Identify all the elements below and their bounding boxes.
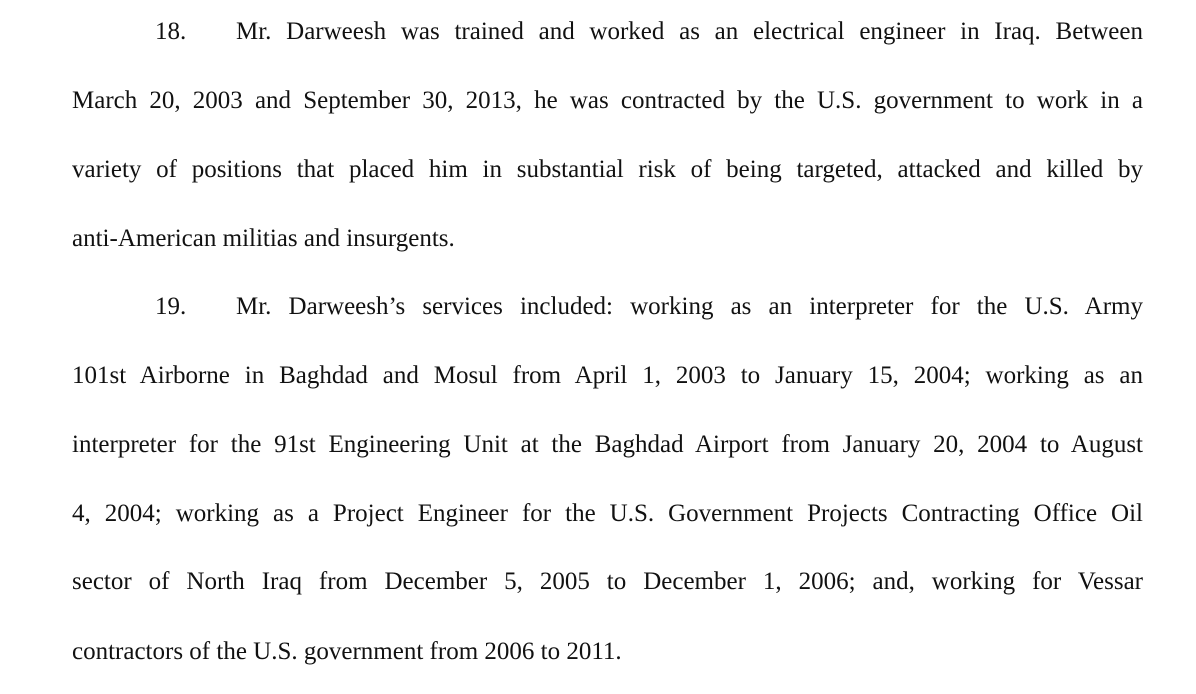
paragraph-text-line: variety of positions that placed him in substantial risk of being targeted, attacked and killed by [72,156,1143,183]
paragraph-18-first-line [155,17,1143,47]
paragraph-text-line: March 20, 2003 and September 30, 2013, he was contracted by the U.S. government to work in a [72,87,1143,114]
paragraph-text-line: anti-American militias and insurgents. [72,225,455,252]
paragraph-text-line: 101st Airborne in Baghdad and Mosul from April 1, 2003 to January 15, 2004; working as an [72,362,1143,389]
paragraph-number: 19. [155,293,187,320]
paragraph-19-first-line [155,292,1143,322]
paragraph-text-line: 4, 2004; working as a Project Engineer for the U.S. Government Projects Contracting Office Oil [72,500,1143,527]
paragraph-text-line: interpreter for the 91st Engineering Unit at the Baghdad Airport from January 20, 2004 to August [72,431,1143,458]
paragraph-text-line: contractors of the U.S. government from 2006 to 2011. [72,638,622,665]
paragraph-number: 18. [155,18,187,45]
paragraph-text: Mr. Darweesh was trained and worked as an electrical engineer in Iraq. Between [236,18,1143,45]
paragraph-text-line: sector of North Iraq from December 5, 2005 to December 1, 2006; and, working for Vessar [72,568,1143,595]
paragraph-text: Mr. Darweesh’s services included: working as an interpreter for the U.S. Army [236,293,1143,320]
